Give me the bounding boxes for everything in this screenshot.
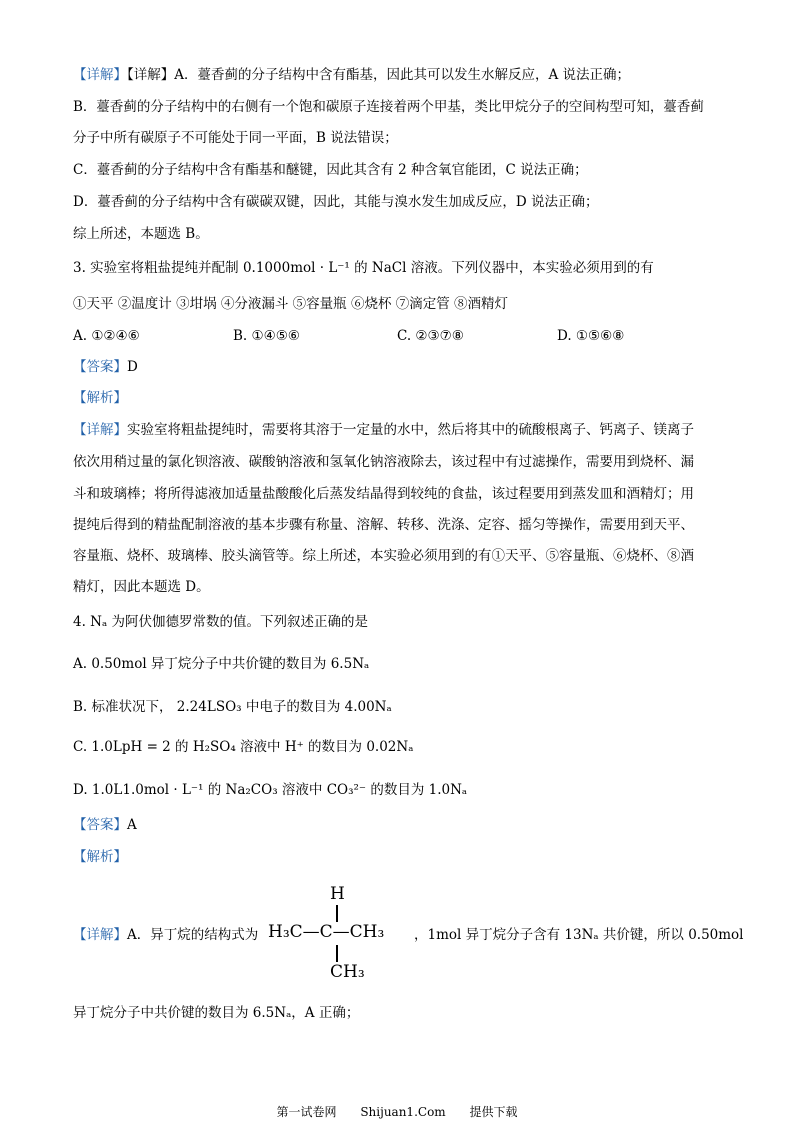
q4-option-c: C. 1.0LpH = 2 的 H₂SO₄ 溶液中 H⁺ 的数目为 0.02Nₐ <box>73 739 414 755</box>
line-5: D．薹香蓟的分子结构中含有碳碳双键，因此，其能与溴水发生加成反应，D 说法正确； <box>73 194 599 210</box>
detail-label: 【详解】 <box>73 927 127 943</box>
footer-site-en: Shijuan1.Com <box>360 1105 446 1119</box>
q3-answer-line <box>73 357 138 377</box>
q4-detail-line: 【详解】A．异丁烷的结构式为 <box>73 927 259 943</box>
formula-top-bond <box>336 905 338 922</box>
line-3: 分子中所有碳原子不可能处于同一平面，B 说法错误； <box>73 130 398 146</box>
q3-detail-1: 【详解】实验室将粗盐提纯时，需要将其溶于一定量的水中，然后将其中的硫酸根离子、钙离子、镁离子 <box>73 422 694 438</box>
line-1 <box>73 65 630 85</box>
q3-analysis-label: 【解析】 <box>73 390 127 406</box>
q4-answer-line <box>73 815 137 835</box>
answer-label: 【答案】 <box>73 359 127 375</box>
q3-detail-6: 精灯，因此本题选 D。 <box>73 579 210 595</box>
line-6: 综上所述，本题选 B。 <box>73 226 209 242</box>
formula-bottom-bond <box>336 945 338 962</box>
q3-detail-3: 斗和玻璃棒；将所得滤液加适量盐酸酸化后蒸发结晶得到较纯的食盐，该过程要用到蒸发皿和酒精灯；用 <box>73 486 694 502</box>
line-4: C．薹香蓟的分子结构中含有酯基和醚键，因此其含有 2 种含氧官能团，C 说法正确； <box>73 162 588 178</box>
q3-detail-5: 容量瓶、烧杯、玻璃棒、胶头滴管等。综上所述，本实验必须用到的有①天平、⑤容量瓶、⑥烧杯、⑧酒 <box>73 548 694 564</box>
q4-analysis-label: 【解析】 <box>73 849 127 865</box>
detail-label: 【详解】 <box>73 422 127 438</box>
q3-detail-2: 依次用稍过量的氯化钡溶液、碳酸钠溶液和氢氧化钠溶液除去，该过程中有过滤操作，需要用到烧杯、漏 <box>73 454 694 470</box>
answer-label: 【答案】 <box>73 817 127 833</box>
line-2: B．薹香蓟的分子结构中的右侧有一个饱和碳原子连接着两个甲基，类比甲烷分子的空间构型可知，薹香蓟 <box>73 99 704 115</box>
page-footer <box>0 1104 794 1120</box>
question-4: 4. Nₐ 为阿伏伽德罗常数的值。下列叙述正确的是 <box>73 614 368 630</box>
line-1-text: 【详解】A．薹香蓟的分子结构中含有酯基，因此其可以发生水解反应，A 说法正确； <box>127 67 631 83</box>
q4-detail-end: 异丁烷分子中共价键的数目为 6.5Nₐ，A 正确； <box>73 1005 360 1021</box>
q4-option-a: A. 0.50mol 异丁烷分子中共价键的数目为 6.5Nₐ <box>73 656 370 672</box>
question-3-items: ①天平 ②温度计 ③坩埚 ④分液漏斗 ⑤容量瓶 ⑥烧杯 ⑦滴定管 ⑧酒精灯 <box>73 296 509 312</box>
q3-option-c: C. ②③⑦⑧ <box>397 328 464 344</box>
formula-top-h: H <box>330 884 345 904</box>
footer-site-cn: 第一试卷网 <box>276 1105 337 1119</box>
formula-bottom-ch3: CH₃ <box>330 962 365 982</box>
question-3: 3. 实验室将粗盐提纯并配制 0.1000mol · L⁻¹ 的 NaCl 溶液。下列仪器中，本实验必须用到的有 <box>73 260 654 276</box>
footer-download: 提供下载 <box>469 1105 518 1119</box>
q4-answer: A <box>127 817 137 833</box>
q3-option-b: B. ①④⑤⑥ <box>233 328 300 344</box>
q4-option-b: B. 标准状况下， 2.24LSO₃ 中电子的数目为 4.00Nₐ <box>73 699 392 715</box>
q3-detail-4: 提纯后得到的精盐配制溶液的基本步骤有称量、溶解、转移、洗涤、定容、摇匀等操作，需要用到天平、 <box>73 517 694 533</box>
q3-option-a: A. ①②④⑥ <box>73 328 140 344</box>
q4-detail-post: ，1mol 异丁烷分子含有 13Nₐ 共价键，所以 0.50mol <box>414 927 744 943</box>
q3-answer: D <box>127 359 138 375</box>
q3-option-d: D. ①⑤⑥⑧ <box>557 328 625 344</box>
q4-option-d: D. 1.0L1.0mol · L⁻¹ 的 Na₂CO₃ 溶液中 CO₃²⁻ 的数目为 1.0Nₐ <box>73 782 468 798</box>
formula-main-chain: H₃C—C—CH₃ <box>268 922 385 942</box>
detail-label: 【详解】 <box>73 67 127 83</box>
